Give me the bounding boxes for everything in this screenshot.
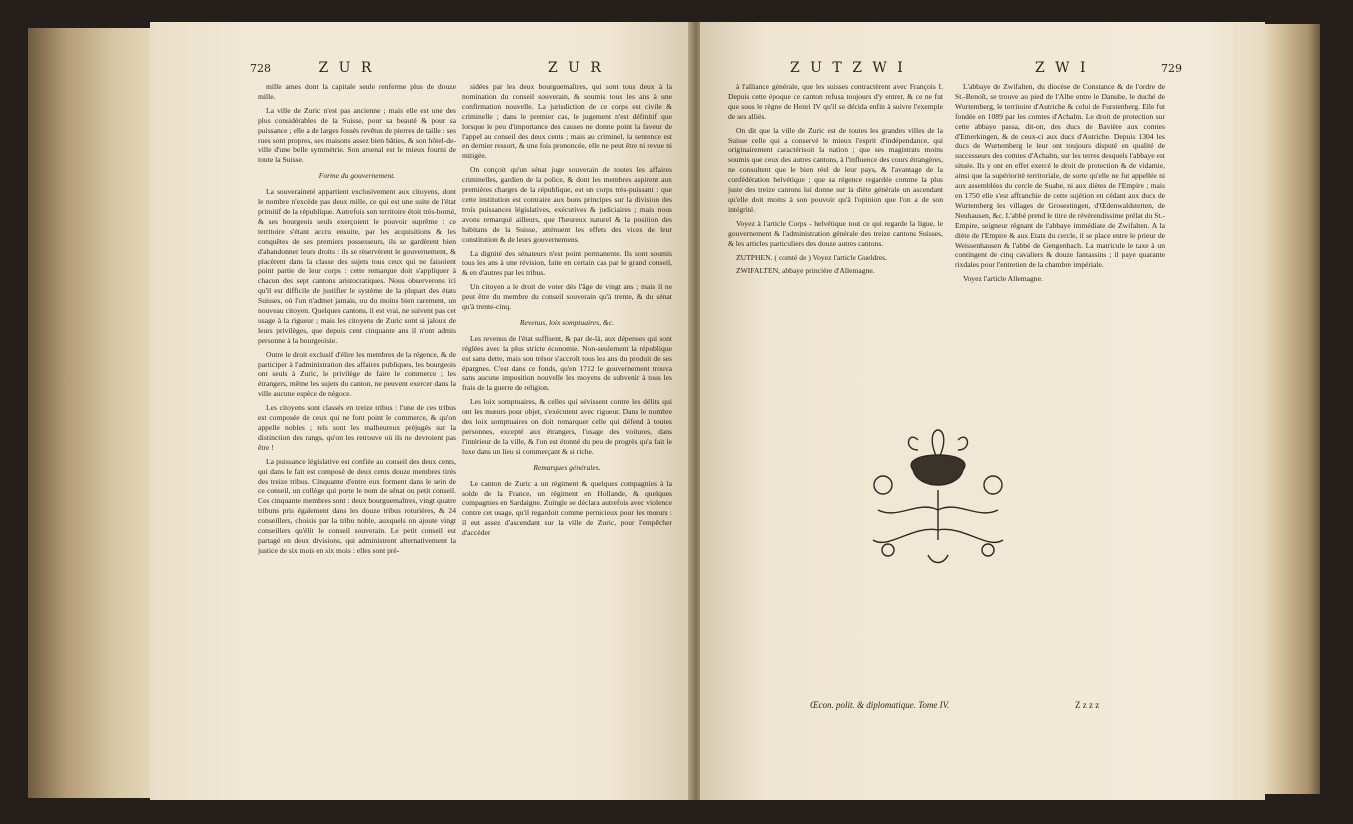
right-column-1: [728, 82, 943, 280]
left-column-2: [462, 82, 672, 542]
right-header-1: Z U T Z W I: [790, 60, 906, 76]
paragraph: On conçoit qu'un sénat juge souverain de toutes les affaires criminelles, gardien de la police, & dont les membres aspirent aux premières charges de la république, est un corps très-puissant : que cette institution est contraire aux bons principes sur la division des trois puissances législatives, exécutives & judiciaires ; mais nous avons remarqué ailleurs, que l'heureux naturel & la position des habitans de la Suisse, atténuent les effets des vices de leur constitution & de leurs gouvernemens.: [462, 165, 672, 244]
paragraph: Voyez l'article Allemagne.: [963, 274, 1043, 284]
paragraph: L'abbaye de Zwifalten, du diocèse de Constance & de l'ordre de St.-Benoît, se trouve au pied de l'Albe entre le Danube, le duché de Wurtemberg, le territoire d'Autriche & celui de Furstenberg. Elle fut fondée en 1089 par les comtes d'Achalm. Le droit de protection sur cette abbaye passa, dit-on, des ducs de Bavière aux comtes d'Emerkingen, & de ceux-ci aux ducs d'Autriche. Depuis 1304 les ducs de Wurtemberg le leur ont toujours disputé en qualité de successeurs des comtes d'Achalm, sur les terres desquels l'abbaye est située. Ils y ont en effet exercé le droit de protection & de vidamie, ainsi que la supériorité territoriale, de sorte qu'elle ne fut appellée ni aux assemblées du cercle de Suabe, ni aux diètes de l'Empire ; mais en 1750 elle s'est affranchie de cette sujétion en cédant aux ducs de Wurtemberg les villages de Grosestingen, d'Œdenwaldstetten, de Neuhausen, &c. L'abbé prend le titre de révérendissime prélat du St.-Empire, seigneur régnant de l'abbaye immédiate de Zwifalten. A la diète de l'Empire & aux Etats du cercle, il se place entre le prieur de Weissenhausen & l'abbé de Gengenbach. La matricule le taxe à un contingent de cinq cavaliers & douze fantassins ; il paye quarante rixdales pour l'entretien de la chambre impériale.: [955, 82, 1165, 270]
paragraph: La souveraineté appartient exclusivement aux citoyens, dont le nombre n'excède pas deux mille, ce qui est une suite de l'état primitif de la république. Autrefois son territoire étoit très-borné, & ses bourgeois seuls exerçoient le pouvoir suprême : ce territoire s'étant accru ensuite, par les acquisitions & les conquêtes de ses premiers possesseurs, ils se gardèrent bien d'abandonner leurs droits : ils se réservèrent le gouvernement, & placèrent dans la classe des sujets tous ceux qui ne faisoient point partie de leur corps : cette remarque doit s'appliquer à chacun des sept cantons aristocratiques. Nous observerons ici qu'il est difficile de justifier le système de la plupart des états Suisses, où l'on n'admet jamais, ou du moins bien rarement, un nouveau citoyen. Quelques cantons, il est vrai, ne suivent pas cet usage à la rigueur ; mais les citoyens de Zuric sont si jaloux de leurs privilèges, que depuis cent cinquante ans il n'ont admis personne à la bourgeoisie.: [258, 187, 456, 345]
paragraph: Les citoyens sont classés en treize tribus : l'une de ces tribus est composée de ceux qui ne font point le commerce, & qu'on appelle nobles ; tels sont les malheureux préjugés sur la distinction des rangs, qu'on les retrouve où ils ne devroient pas être !: [258, 403, 456, 452]
left-header-2: Z U R: [548, 60, 604, 76]
floral-vignette-icon: [858, 390, 1018, 570]
paragraph: Voyez à l'article Corps - helvétique tout ce qui regarde la ligue, le gouvernement & l'administration générale des treize cantons Suisses, & les articles particuliers des douze autres cantons.: [728, 218, 943, 248]
section-heading: Revenus, loix somptuaires, &c.: [519, 317, 615, 327]
paragraph: La dignité des sénateurs n'est point permanente. Ils sont soumis tous les ans à une révision, faite en certain cas par le grand conseil, & en d'autres par les tribus.: [462, 248, 672, 278]
section-heading: Forme du gouvernement.: [318, 171, 396, 181]
signature-mark: Z z z z: [1075, 700, 1100, 710]
paragraph: La ville de Zuric n'est pas ancienne ; mais elle est une des plus considérables de la Suisse, pour sa beauté & pour sa puissance ; elle a de larges fossés revêtus de pierres de taille : ses rues sont propres, ses maisons assez bien bâties, & son hôtel-de-ville d'une belle symmétrie. Son arsenal est le mieux fourni de toute la Suisse.: [258, 105, 456, 165]
paragraph: Les revenus de l'état suffisent, & par de-là, aux dépenses qui sont réglées avec la plus stricte économie. Non-seulement la république est sans dette, mais son trésor s'accroît tous les ans du produit de ses épargnes. C'est dans ce fonds, qu'en 1712 le gouvernement trouva sans aucune imposition nouvelle les moyens de subvenir à tous les frais de la guerre de religion.: [462, 333, 672, 393]
page-footer: Œcon. polit. & diplomatique. Tome IV.: [810, 700, 950, 710]
paragraph: sidées par les deux bourguemaîtres, qui sont tous deux à la nomination du conseil souverain, & soumis tous les ans à une confirmation nouvelle. La jurisdiction de ce corps est civile & criminelle ; dans le premier cas, le jugement n'est définitif que lorsque le peu d'importance des causes ne donne point la faveur de l'appel au conseil des deux cents ; mais au criminel, la sentence est en dernier ressort, & une fois prononcée, elle ne peut être ni revue ni mitigée.: [462, 82, 672, 161]
right-page-edges: [1262, 24, 1320, 794]
paragraph: ZUTPHEN. ( comté de ) Voyez l'article Gueldres.: [736, 252, 888, 262]
paragraph: Un citoyen a le droit de voter dès l'âge de vingt ans ; mais il ne peut être du membre du conseil souverain qu'à trente, & du sénat qu'à trente-cinq.: [462, 282, 672, 312]
paragraph: Le canton de Zuric a un régiment & quelques compagnies à la solde de la France, un régiment en Hollande, & quelques compagnies en Sardaigne. Zuingle se déclara autrefois avec violence contre cet usage, qu'il regardoit comme pernicieux pour les mœurs : il eut assez d'ascendant sur la ville de Zuric, pour l'empêcher d'accéder: [462, 478, 672, 538]
left-page-number: 728: [250, 62, 271, 75]
left-page-number-header: [250, 60, 374, 76]
paragraph: Outre le droit exclusif d'élire les membres de la régence, & de participer à l'administration des affaires publiques, les bourgeois ont seuls à Zuric, le privilège de faire le commerce ; les étrangers, même les sujets du canton, ne peuvent exercer dans la ville aucune espèce de négoce.: [258, 349, 456, 399]
paragraph: On dit que la ville de Zuric est de toutes les grandes villes de la Suisse celle qui a conservé le mieux l'esprit d'indépendance, qui originairement caractérisoit la nation ; que ses magistrats moins soumis que ceux des autres cantons, à l'influence des cours étrangères, ne consultent que le bien réel de leur pays, & l'avantage de la confédération helvétique ; que sa régence regardée comme la plus juste des treize cantons lui donne sur la diète générale un ascendant qu'elle doit moins à son pouvoir qu'à l'opinion que l'on a de son intégrité.: [728, 125, 943, 214]
right-page-number: 729: [1161, 62, 1183, 75]
section-heading: Remarques générales.: [533, 462, 601, 472]
right-header-2: Z W I: [1035, 60, 1089, 76]
right-header-2-wrap: [1035, 60, 1182, 76]
left-header-1: Z U R: [318, 60, 375, 76]
right-column-2: [955, 82, 1165, 288]
paragraph: mille ames dont la capitale seule renferme plus de douze mille.: [258, 82, 456, 101]
left-column-1: [258, 82, 456, 560]
paragraph: ZWIFALTEN, abbaye princière d'Allemagne.: [736, 266, 875, 276]
paragraph: La puissance législative est confiée au conseil des deux cents, qui dans le fait est composé de deux cents douze membres tirés des treize tribus. Cinquante d'entre eux forment dans le sein de ce conseil, un collège qui porte le nom de sénat ou petit conseil. Ces cinquante membres sont : deux bourguemaîtres, vingt quatre tribuns pris également dans les douze tribus roturières, & 24 conseillers, choisis par la tribu noble, auxquels on ajoute vingt conseillers qu'élit le conseil souverain. Le petit conseil est partagé en deux divisions, qui administrent alternativement la justice de six mois en six mois : elles sont pré-: [258, 456, 456, 555]
left-page-edges: [28, 28, 153, 798]
paragraph: à l'alliance générale, que les suisses contractèrent avec François I. Depuis cette époque ce canton refusa toujours d'y entrer, & ce ne fut que sous le règne de Henri IV qu'il se décida enfin à suivre l'exemple de ses alliés.: [728, 82, 943, 121]
paragraph: Les loix somptuaires, & celles qui sévissent contre les délits qui ont les mœurs pour objet, s'exécutent avec rigueur. Dans le nombre des loix somptuaires on doit remarquer celle qui défend à toutes personnes, excepté aux étrangers, l'usage des voitures, dans l'intérieur de la ville, & l'on est étonné du peu de progrès qu'a fait le luxe dans un lieu si commerçant & si riche.: [462, 397, 672, 456]
